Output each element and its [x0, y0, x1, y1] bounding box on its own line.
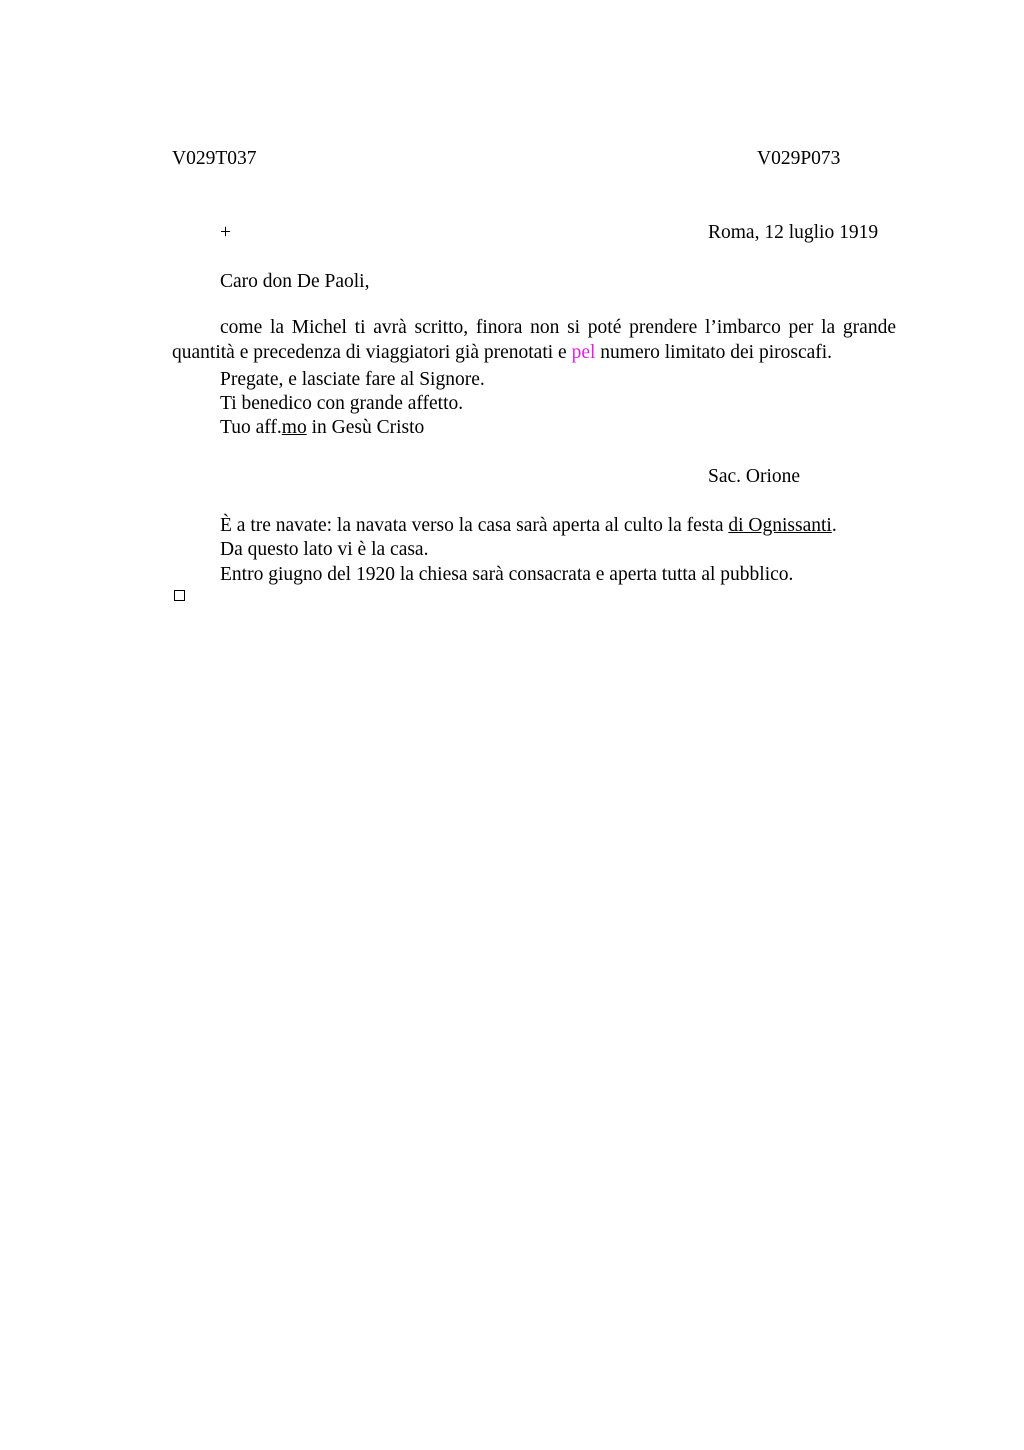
- document-code-right: V029P073: [757, 148, 841, 169]
- body-text-part2: numero limitato dei piroscafi.: [595, 341, 833, 363]
- closing-prefix: Tuo aff.: [220, 417, 282, 438]
- document-code-left: V029T037: [172, 148, 257, 169]
- body-text-part1: come la Michel ti avrà scritto, finora non si poté prendere l’imbarco per la grande quantità e precedenza di viaggiatori già prenotati e: [172, 317, 896, 363]
- cross-symbol: +: [220, 222, 231, 243]
- postscript-line-3: Entro giugno del 1920 la chiesa sarà consacrata e aperta tutta al pubblico.: [220, 564, 794, 585]
- end-marker-square: [174, 590, 185, 601]
- postscript-line-2: Da questo lato vi è la casa.: [220, 539, 429, 560]
- ps-line1-underlined: di Ognissanti: [728, 515, 832, 536]
- ps-line1-suffix: .: [831, 515, 837, 536]
- closing-line: [220, 418, 424, 438]
- salutation: Caro don De Paoli,: [220, 271, 370, 292]
- closing-underlined: mo: [281, 417, 307, 438]
- letter-body-paragraph: [172, 316, 896, 365]
- place-date: Roma, 12 luglio 1919: [708, 222, 879, 243]
- highlighted-word: pel: [571, 341, 596, 363]
- line-pray: Pregate, e lasciate fare al Signore.: [220, 369, 485, 390]
- signature: Sac. Orione: [708, 466, 801, 487]
- line-bless: Ti benedico con grande affetto.: [220, 393, 464, 414]
- closing-suffix: in Gesù Cristo: [306, 417, 425, 438]
- ps-line1-prefix: È a tre navate: la navata verso la casa sarà aperta al culto la festa: [220, 515, 729, 536]
- postscript-line-1: [220, 516, 837, 536]
